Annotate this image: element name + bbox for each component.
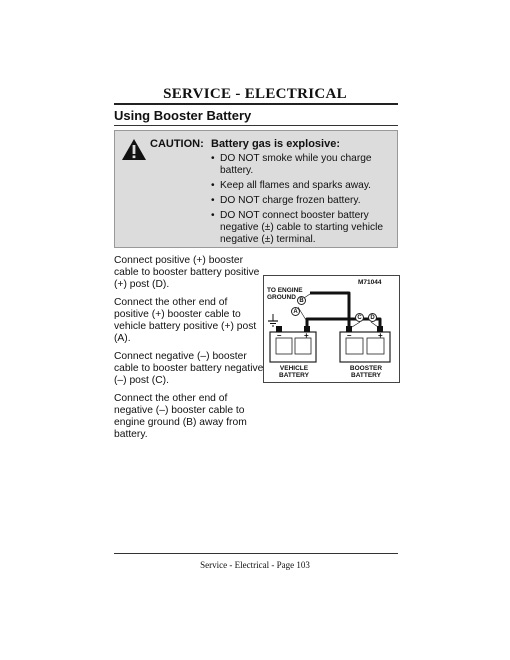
instruction-step: Connect negative (–) booster cable to booster battery negative (–) post (C). xyxy=(114,351,264,386)
callout-c: C xyxy=(355,313,364,322)
caution-item: • DO NOT connect booster battery negative (±) cable to starting vehicle negative (±) terminal. xyxy=(211,210,393,246)
booster-plus-sign: + xyxy=(378,331,383,340)
vehicle-minus-sign: – xyxy=(277,331,282,340)
caution-item: • Keep all flames and sparks away. xyxy=(211,180,393,192)
caution-item: • DO NOT charge frozen battery. xyxy=(211,195,393,207)
instruction-step: Connect positive (+) booster cable to booster battery positive (+) post (D). xyxy=(114,255,260,290)
section-rule xyxy=(114,125,398,126)
callout-a: A xyxy=(291,307,300,316)
vehicle-battery-label: VEHICLE BATTERY xyxy=(279,365,309,379)
page-footer: Service - Electrical - Page 103 xyxy=(200,560,310,570)
callout-d: D xyxy=(368,313,377,322)
caution-item: • DO NOT smoke while you charge battery. xyxy=(211,153,393,177)
caution-label: CAUTION: xyxy=(150,138,204,150)
caution-list xyxy=(211,153,393,249)
diagram-code: M71044 xyxy=(358,279,382,286)
booster-battery-label: BOOSTER BATTERY xyxy=(349,365,383,379)
instructions xyxy=(114,255,264,447)
caution-headline: Battery gas is explosive: xyxy=(211,138,341,150)
vehicle-plus-sign: + xyxy=(304,331,309,340)
warning-triangle-icon xyxy=(121,138,147,161)
booster-diagram xyxy=(263,275,400,383)
ground-label: TO ENGINE GROUND xyxy=(267,287,303,301)
page-title: SERVICE - ELECTRICAL xyxy=(163,86,347,102)
instruction-step: Connect the other end of negative (–) booster cable to engine ground (B) away from battery. xyxy=(114,393,247,440)
callout-b: B xyxy=(297,296,306,305)
booster-minus-sign: – xyxy=(347,331,352,340)
instruction-step: Connect the other end of positive (+) booster cable to vehicle battery positive (+) post (A). xyxy=(114,297,257,344)
footer-rule xyxy=(114,553,398,554)
caution-box xyxy=(114,130,398,248)
header-rule xyxy=(114,103,398,105)
section-heading: Using Booster Battery xyxy=(114,108,252,123)
